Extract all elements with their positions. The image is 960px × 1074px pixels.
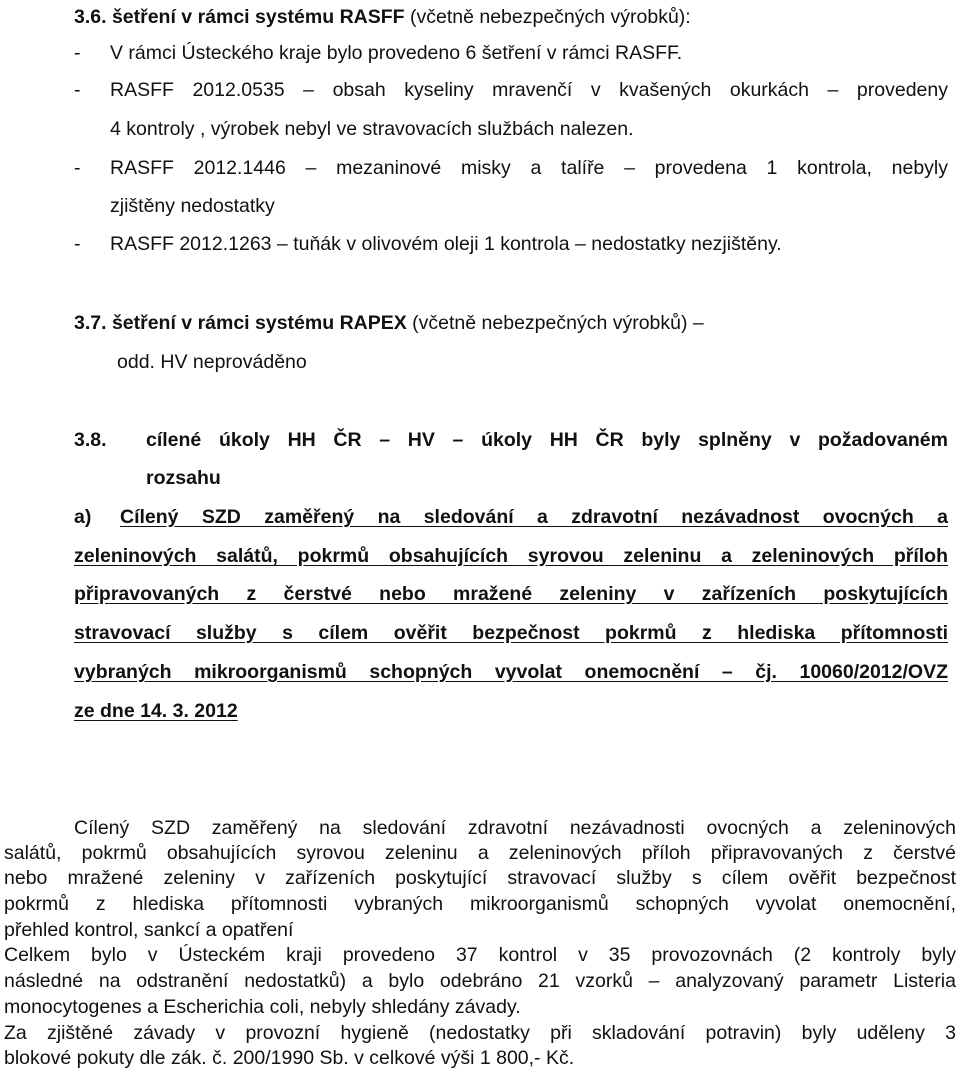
rasff-item-3-line-2: zjištěny nedostatky [110, 195, 275, 217]
section-3-6-heading [74, 5, 691, 29]
body-p2-line-3: monocytogenes a Escherichia coli, nebyly shledány závady. [4, 996, 521, 1018]
bullet-marker: - [74, 233, 81, 255]
item-a-line-4: stravovací služby s cílem ověřit bezpečnost pokrmů z hlediska přítomnosti [74, 622, 948, 644]
body-p3-line-1: Za zjištěné závady v provozní hygieně (nedostatky při skladování potravin) byly uděleny 3 [4, 1022, 956, 1044]
rasff-item-2-line-2: 4 kontroly , výrobek nebyl ve stravovacích službách nalezen. [110, 118, 634, 140]
body-p1-line-5: přehled kontrol, sankcí a opatření [4, 919, 294, 941]
rasff-item-4-text: RASFF 2012.1263 – tuňák v olivovém oleji 1 kontrola – nedostatky nezjištěny. [110, 233, 782, 255]
body-p2-line-1: Celkem bylo v Ústeckém kraji provedeno 37 kontrol v 35 provozovnách (2 kontroly byly [4, 944, 956, 966]
body-p1-line-4: pokrmů z hlediska přítomnosti vybraných mikroorganismů schopných vyvolat onemocnění, [4, 893, 956, 915]
body-p3-line-2: blokové pokuty dle zák. č. 200/1990 Sb. v celkové výši 1 800,- Kč. [4, 1047, 575, 1069]
rasff-item-2-line-1 [74, 78, 948, 102]
section-3-7-line-2: odd. HV neprováděno [117, 351, 307, 373]
body-p1-line-3: nebo mražené zeleniny v zařízeních poskytující stravovací služby s cílem ověřit bezpečnost [4, 867, 956, 889]
rasff-item-4 [74, 232, 782, 256]
section-3-8-number: 3.8. [74, 429, 107, 451]
bullet-marker: - [74, 79, 81, 101]
rasff-item-3-line-1 [74, 156, 948, 180]
item-a-line-2: zeleninových salátů, pokrmů obsahujících syrovou zeleninu a zeleninových příloh [74, 545, 948, 567]
bullet-marker: - [74, 157, 81, 179]
section-3-6-heading-bold: 3.6. šetření v rámci systému RASFF [74, 6, 405, 28]
rasff-item-3-text-1: RASFF 2012.1446 – mezaninové misky a talíře – provedena 1 kontrola, nebyly [110, 157, 948, 179]
section-3-7-heading-rest: (včetně nebezpečných výrobků) – [406, 312, 704, 334]
body-p2-line-2: následné na odstranění nedostatků) a bylo odebráno 21 vzorků – analyzovaný parametr Listeria [4, 970, 956, 992]
item-a-line-1: Cílený SZD zaměřený na sledování a zdravotní nezávadnost ovocných a [120, 506, 948, 528]
section-3-8-heading-line-1: cílené úkoly HH ČR – HV – úkoly HH ČR byly splněny v požadovaném [146, 429, 948, 451]
section-3-7-heading [74, 311, 704, 335]
rasff-item-1 [74, 41, 682, 65]
bullet-marker: - [74, 42, 81, 64]
rasff-item-1-text: V rámci Ústeckého kraje bylo provedeno 6 šetření v rámci RASFF. [110, 42, 683, 64]
item-a-line-6: ze dne 14. 3. 2012 [74, 700, 238, 722]
body-p1-line-2: salátů, pokrmů obsahujících syrovou zeleninu a zeleninových příloh připravovaných z čerstvé [4, 842, 956, 864]
rasff-item-2-text-1: RASFF 2012.0535 – obsah kyseliny mravenčí v kvašených okurkách – provedeny [110, 79, 948, 101]
body-p1-line-1: Cílený SZD zaměřený na sledování zdravotní nezávadnosti ovocných a zeleninových [74, 817, 956, 839]
section-3-7-heading-bold: 3.7. šetření v rámci systému RAPEX [74, 312, 407, 334]
item-a-label: a) [74, 506, 92, 528]
section-3-6-heading-rest: (včetně nebezpečných výrobků): [404, 6, 691, 28]
section-3-8-heading-line-2: rozsahu [146, 467, 221, 489]
item-a-line-3: připravovaných z čerstvé nebo mražené zeleniny v zařízeních poskytujících [74, 583, 948, 605]
item-a-line-5: vybraných mikroorganismů schopných vyvolat onemocnění – čj. 10060/2012/OVZ [74, 661, 948, 683]
